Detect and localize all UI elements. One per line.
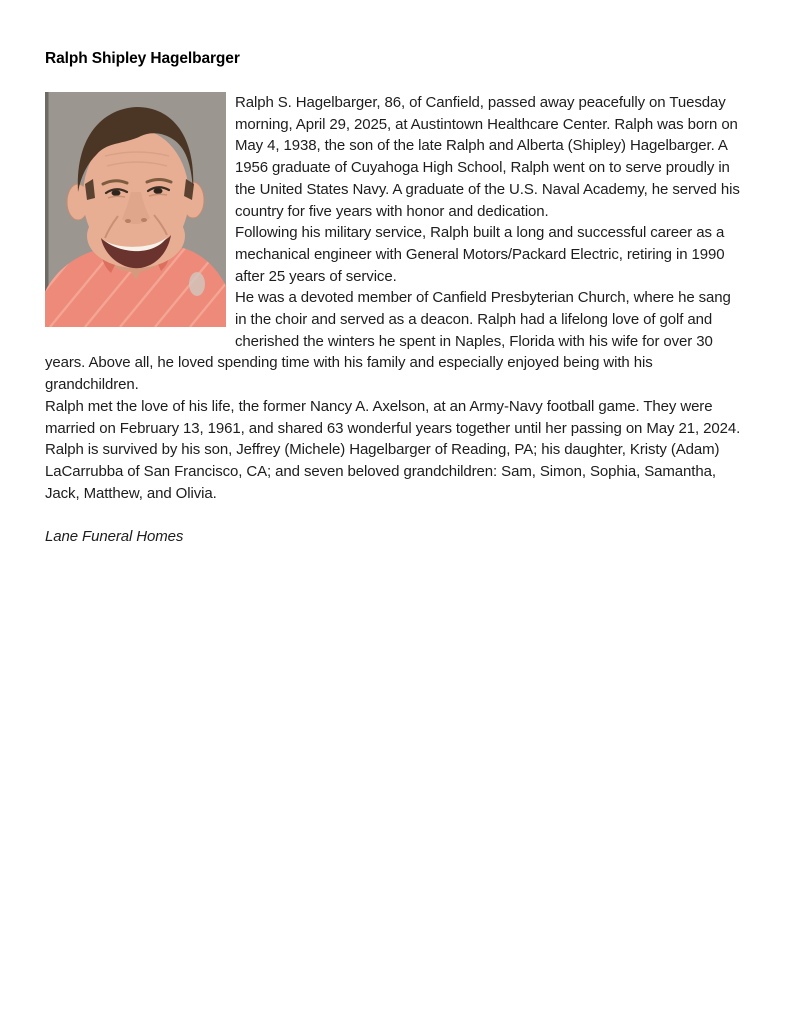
- obituary-paragraph-3: He was a devoted member of Canfield Presbyterian Church, where he sang in the choir and served as a deacon. Ralph had a lifelong love of golf and cherished the winters he spent in Naples, Florida with his wife for over 30 years. Above all, he loved spending time with his family and especially enjoyed being with his grandchildren.: [45, 289, 731, 394]
- page-title: Ralph Shipley Hagelbarger: [45, 50, 240, 67]
- portrait-illustration: [45, 92, 226, 327]
- obituary-paragraph-5: Ralph is survived by his son, Jeffrey (Michele) Hagelbarger of Reading, PA; his daughter, Kristy (Adam) LaCarrubba of San Francisco, CA; and seven beloved grandchildren: Sam, Simon, Sophia, Samantha, Jack, Matthew, and Olivia.: [45, 441, 720, 502]
- obituary-paragraph-4: Ralph met the love of his life, the former Nancy A. Axelson, at an Army-Navy football game. They were married on February 13, 1961, and shared 63 wonderful years together until her passing on May 21, 2024.: [45, 397, 741, 437]
- obituary-body: [45, 92, 744, 504]
- portrait-photo: [45, 92, 226, 327]
- obituary-paragraph-2: Following his military service, Ralph built a long and successful career as a mechanical engineer with General Motors/Packard Electric, retiring in 1990 after 25 years of service.: [235, 224, 725, 285]
- shirt-highlight-patch: [189, 272, 205, 296]
- left-nostril: [125, 219, 131, 223]
- funeral-home-credit: Lane Funeral Homes: [45, 528, 184, 546]
- right-nostril: [141, 218, 147, 222]
- obituary-paragraph-1: Ralph S. Hagelbarger, 86, of Canfield, passed away peacefully on Tuesday morning, April 29, 2025, at Austintown Healthcare Center. Ralph was born on May 4, 1938, the son of the late Ralph and Alberta (Shipley) Hagelbarger. A 1956 graduate of Cuyahoga High School, Ralph went on to serve proudly in the United States Navy. A graduate of the U.S. Naval Academy, he served his country for five years with honor and dedication.: [235, 94, 740, 220]
